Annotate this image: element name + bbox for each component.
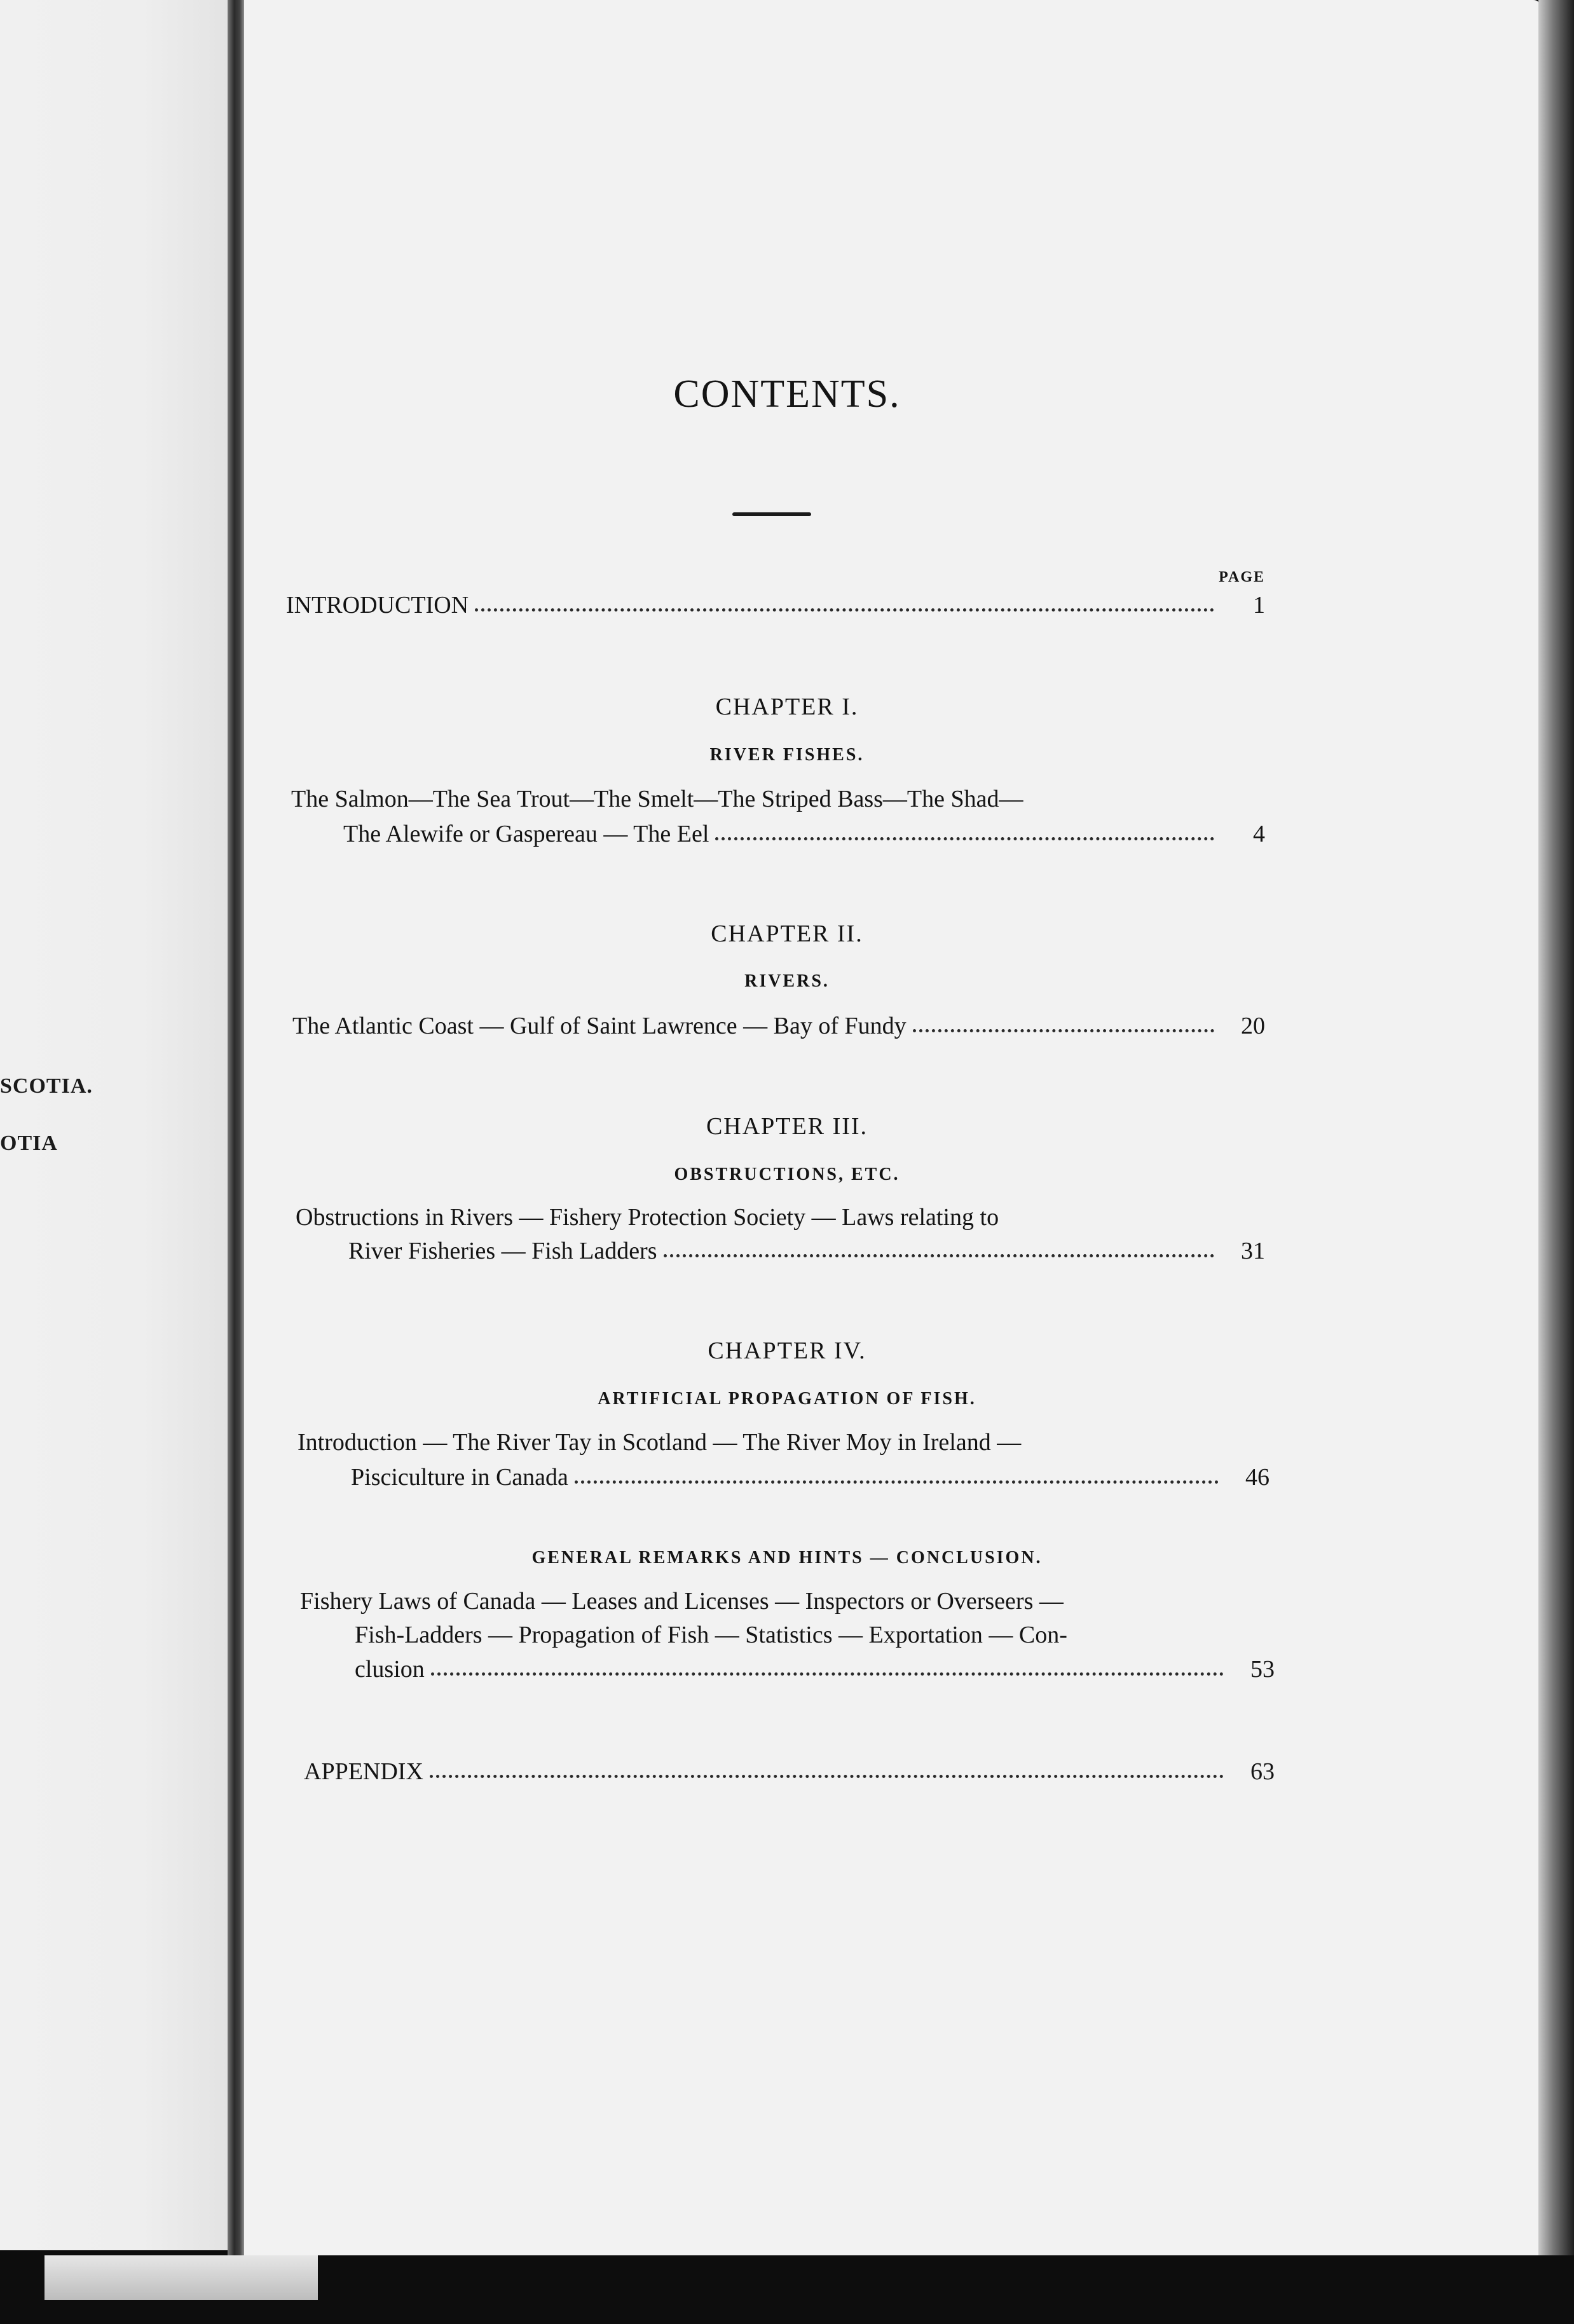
- toc-entry-line[interactable]: Fishery Laws of Canada — Leases and Licenses — Inspectors or Overseers —: [300, 1588, 1064, 1615]
- toc-entry-label: River Fisheries — Fish Ladders: [348, 1238, 657, 1264]
- toc-page-number: 20: [1241, 1013, 1265, 1039]
- toc-entry-label: APPENDIX: [304, 1758, 423, 1785]
- facing-page-text-1: SCOTIA.: [0, 1074, 93, 1098]
- toc-entry-label: The Alewife or Gaspereau — The Eel: [343, 821, 709, 847]
- toc-entry-label: clusion: [355, 1656, 425, 1683]
- toc-entry-introduction[interactable]: [286, 591, 1265, 619]
- toc-entry-line[interactable]: Fish-Ladders — Propagation of Fish — Statistics — Exportation — Con-: [355, 1622, 1067, 1648]
- page-title: CONTENTS.: [673, 373, 901, 416]
- toc-entry-line[interactable]: Introduction — The River Tay in Scotland — The River Moy in Ireland —: [298, 1429, 1022, 1456]
- chapter-heading: CHAPTER IV.: [708, 1337, 866, 1364]
- toc-page-number: 53: [1250, 1656, 1275, 1683]
- section-title: RIVER FISHES.: [709, 745, 865, 765]
- toc-entry-chapter-2[interactable]: [292, 1012, 1265, 1040]
- dot-leader: [575, 1480, 1219, 1484]
- dot-leader: [430, 1775, 1224, 1778]
- dot-leader: [913, 1029, 1214, 1032]
- toc-page-number: 1: [1253, 592, 1265, 619]
- section-title: OBSTRUCTIONS, ETC.: [674, 1165, 900, 1184]
- toc-entry-label: The Atlantic Coast — Gulf of Saint Lawrence — Bay of Fundy: [292, 1013, 907, 1039]
- dot-leader: [431, 1672, 1224, 1676]
- chapter-heading: CHAPTER II.: [711, 920, 863, 947]
- toc-entry-line[interactable]: The Salmon—The Sea Trout—The Smelt—The Striped Bass—The Shad—: [291, 786, 1023, 812]
- toc-entry-general[interactable]: [355, 1655, 1275, 1683]
- dot-leader: [664, 1254, 1214, 1257]
- facing-page-text-2: OTIA: [0, 1131, 58, 1155]
- page-column-header: PAGE: [1219, 569, 1265, 585]
- dot-leader: [475, 608, 1214, 612]
- dot-leader: [715, 837, 1214, 840]
- toc-page-number: 31: [1241, 1238, 1265, 1264]
- toc-page-number: 63: [1250, 1758, 1275, 1785]
- chapter-heading: CHAPTER III.: [706, 1113, 868, 1140]
- toc-entry-appendix[interactable]: [304, 1758, 1275, 1786]
- toc-entry-label: Pisciculture in Canada: [351, 1464, 568, 1491]
- section-title: RIVERS.: [744, 971, 830, 991]
- section-title: GENERAL REMARKS AND HINTS — CONCLUSION.: [531, 1548, 1043, 1568]
- toc-page-number: 4: [1253, 821, 1265, 847]
- toc-entry-label: INTRODUCTION: [286, 592, 469, 619]
- title-rule: [732, 512, 811, 516]
- section-title: ARTIFICIAL PROPAGATION OF FISH.: [598, 1389, 976, 1409]
- paper-scrap: [44, 2255, 318, 2300]
- chapter-heading: CHAPTER I.: [715, 694, 859, 720]
- toc-entry-chapter-3[interactable]: [348, 1237, 1265, 1265]
- toc-entry-line[interactable]: Obstructions in Rivers — Fishery Protection Society — Laws relating to: [296, 1204, 999, 1231]
- toc-entry-chapter-1[interactable]: [343, 820, 1265, 848]
- toc-entry-chapter-4[interactable]: [351, 1463, 1269, 1491]
- toc-page-number: 46: [1245, 1464, 1269, 1491]
